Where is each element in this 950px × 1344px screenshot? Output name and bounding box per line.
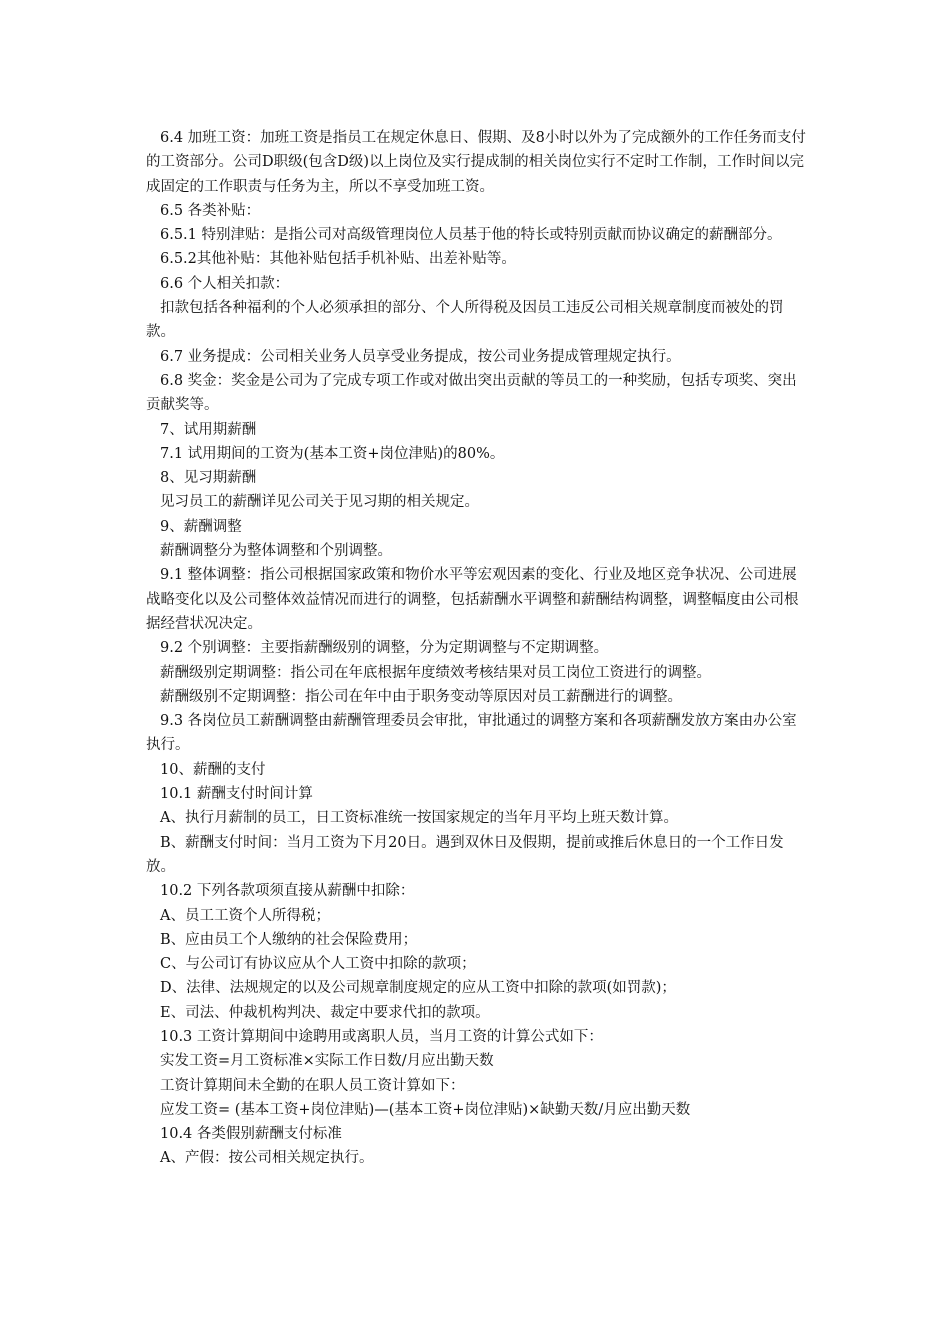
paragraph-6-4: 6.4 加班工资：加班工资是指员工在规定休息日、假期、及8小时以外为了完成额外的工作任务而支付的工资部分。公司D职级(包含D级)以上岗位及实行提成制的相关岗位实行不定时工作制，工作时间以完成固定的工作职责与任务为主，所以不享受加班工资。: [146, 130, 806, 195]
list-item-10-2-a: A、员工工资个人所得税；: [160, 907, 330, 924]
formula-gross-pay: 应发工资= (基本工资+岗位津贴)—(基本工资+岗位津贴)×缺勤天数/月应出勤天数: [160, 1101, 691, 1118]
paragraph-9-2: 9.2 个别调整：主要指薪酬级别的调整，分为定期调整与不定期调整。: [160, 640, 609, 657]
paragraph-9-3: 9.3 各岗位员工薪酬调整由薪酬管理委员会审批，审批通过的调整方案和各项薪酬发放方案由办公室执行。: [146, 713, 797, 754]
heading-6-5: 6.5 各类补贴：: [160, 202, 261, 219]
paragraph-9-1: 9.1 整体调整：指公司根据国家政策和物价水平等宏观因素的变化、行业及地区竞争状况、公司进展战略变化以及公司整体效益情况而进行的调整，包括薪酬水平调整和薪酬结构调整，调整幅度由公司根据经营状况决定。: [146, 567, 799, 632]
list-item-10-2-b: B、应由员工个人缴纳的社会保险费用；: [160, 931, 418, 948]
paragraph-10-3-partial: 工资计算期间未全勤的在职人员工资计算如下：: [160, 1077, 465, 1094]
formula-actual-pay: 实发工资=月工资标准×实际工作日数/月应出勤天数: [160, 1053, 494, 1070]
paragraph-9-2-regular: 薪酬级别定期调整：指公司在年底根据年度绩效考核结果对员工岗位工资进行的调整。: [160, 664, 711, 681]
paragraph-6-5-2: 6.5.2其他补贴：其他补贴包括手机补贴、出差补贴等。: [160, 251, 516, 268]
paragraph-10-1-a: A、执行月薪制的员工，日工资标准统一按国家规定的当年月平均上班天数计算。: [160, 810, 678, 827]
paragraph-10-1-b: B、薪酬支付时间：当月工资为下月20日。遇到双休日及假期，提前或推后休息日的一个工作日发放。: [146, 834, 784, 875]
paragraph-10-4-a: A、产假：按公司相关规定执行。: [160, 1150, 374, 1167]
paragraph-6-7: 6.7 业务提成：公司相关业务人员享受业务提成，按公司业务提成管理规定执行。: [160, 348, 681, 365]
heading-7: 7、试用期薪酬: [160, 421, 257, 438]
list-item-10-2-d: D、法律、法规规定的以及公司规章制度规定的应从工资中扣除的款项(如罚款)；: [160, 980, 676, 997]
heading-8: 8、见习期薪酬: [160, 470, 257, 487]
heading-10: 10、薪酬的支付: [160, 761, 266, 778]
paragraph-deductions: 扣款包括各种福利的个人必须承担的部分、个人所得税及因员工违反公司相关规章制度而被处的罚款。: [146, 300, 784, 341]
paragraph-6-5-1: 6.5.1 特别津贴：是指公司对高级管理岗位人员基于他的特长或特别贡献而协议确定的薪酬部分。: [160, 227, 782, 244]
document-body: [146, 126, 806, 1171]
list-item-10-2-c: C、与公司订有协议应从个人工资中扣除的款项；: [160, 956, 476, 973]
paragraph-6-8: 6.8 奖金：奖金是公司为了完成专项工作或对做出突出贡献的等员工的一种奖励，包括专项奖、突出贡献奖等。: [146, 372, 797, 414]
heading-6-6: 6.6 个人相关扣款：: [160, 275, 290, 292]
heading-10-4: 10.4 各类假别薪酬支付标准: [160, 1126, 342, 1143]
heading-9: 9、薪酬调整: [160, 518, 242, 535]
heading-10-1: 10.1 薪酬支付时间计算: [160, 786, 313, 803]
paragraph-7-1: 7.1 试用期间的工资为(基本工资+岗位津贴)的80%。: [160, 445, 505, 462]
paragraph-8: 见习员工的薪酬详见公司关于见习期的相关规定。: [160, 494, 479, 511]
paragraph-10-3: 10.3 工资计算期间中途聘用或离职人员，当月工资的计算公式如下：: [160, 1028, 603, 1045]
list-item-10-2-e: E、司法、仲裁机构判决、裁定中要求代扣的款项。: [160, 1004, 490, 1021]
paragraph-9: 薪酬调整分为整体调整和个别调整。: [160, 543, 392, 560]
heading-10-2: 10.2 下列各款项须直接从薪酬中扣除：: [160, 883, 415, 900]
paragraph-9-2-irregular: 薪酬级别不定期调整：指公司在年中由于职务变动等原因对员工薪酬进行的调整。: [160, 688, 682, 705]
